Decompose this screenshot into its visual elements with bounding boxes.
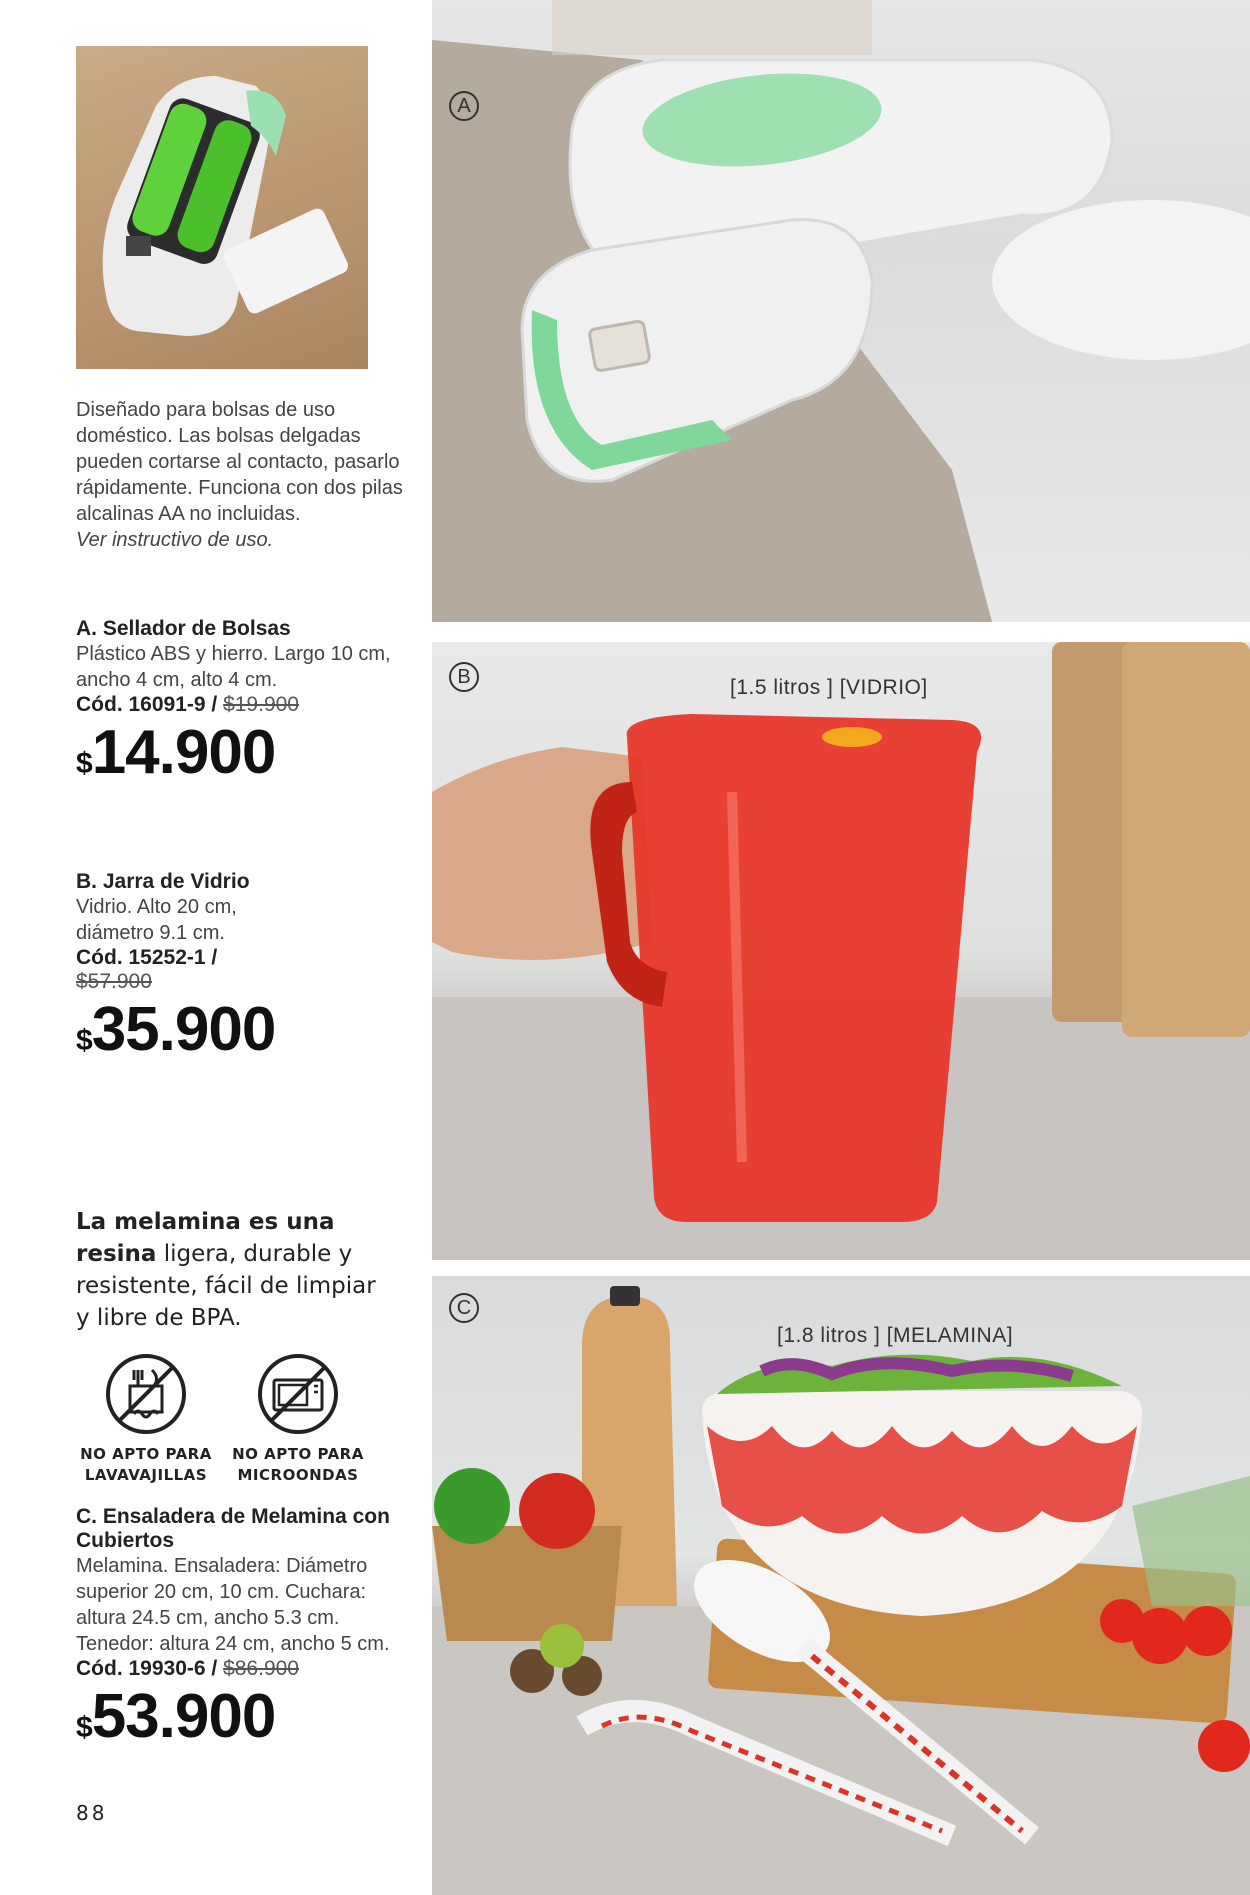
product-b-title: B. Jarra de Vidrio [76,870,250,893]
bag-sealer-illustration [432,0,1250,622]
letter-b-badge: B [449,662,479,692]
product-c-old-price: $86.900 [223,1657,299,1680]
pitcher-photo [432,642,1250,1260]
product-b-code-text: Cód. 15252-1 / [76,946,218,969]
product-a-currency: $ [76,747,92,780]
product-a-price-value: 14.900 [91,718,276,787]
melamina-info [76,1206,376,1334]
salad-bowl-illustration [432,1276,1250,1895]
page-number: 88 [76,1801,108,1825]
no-microwave-badge [228,1352,368,1486]
bag-sealer-photo [432,0,1250,622]
product-a-block [76,617,406,788]
product-a-code-text: Cód. 16091-9 / [76,693,218,716]
product-a-price [76,717,406,788]
product-c-code-text: Cód. 19930-6 / [76,1657,218,1680]
product-c-code [76,1657,406,1681]
no-dishwasher-label: NO APTO PARA LAVAVAJILLAS [80,1445,212,1484]
no-microwave-label: NO APTO PARA MICROONDAS [232,1445,364,1484]
product-c-price-value: 53.900 [91,1682,276,1751]
product-c-price [76,1681,406,1752]
no-dishwasher-icon [104,1352,188,1436]
product-a-title: A. Sellador de Bolsas [76,617,291,640]
product-a-code [76,693,406,717]
product-a-description [76,397,406,553]
product-b-block [76,870,406,1065]
product-a-description-text: Diseñado para bolsas de uso doméstico. Las bolsas delgadas pueden cortarse al contacto, pasarlo rápidamente. Funciona con dos pilas alcalinas AA no incluidas. [76,399,403,525]
product-c-title: C. Ensaladera de Melamina con Cubiertos [76,1505,390,1552]
pitcher-caption: [1.5 litros ] [VIDRIO] [730,676,928,699]
product-b-code [76,946,276,994]
letter-a-badge: A [449,91,479,121]
battery-compartment-photo [76,46,368,369]
product-b-price-value: 35.900 [91,995,276,1064]
product-c-block [76,1505,406,1752]
melamina-bold-1: La melamina es una [76,1209,335,1235]
melamina-rest: ligera, durable y resistente, fácil de limpiar y libre de BPA. [76,1241,376,1331]
letter-c-badge: C [449,1293,479,1323]
product-b-currency: $ [76,1024,92,1057]
pitcher-illustration [432,642,1250,1260]
bowl-caption: [1.8 litros ] [MELAMINA] [777,1324,1014,1347]
product-c-currency: $ [76,1711,92,1744]
melamina-bold-2: resina [76,1241,157,1267]
product-a-instructions: Ver instructivo de uso. [76,529,274,551]
sealer-battery-illustration [76,46,368,369]
salad-bowl-photo [432,1276,1250,1895]
no-microwave-icon [256,1352,340,1436]
product-a-old-price: $19.900 [223,693,299,716]
product-c-specs: Melamina. Ensaladera: Diámetro superior 20 cm, 10 cm. Cuchara: altura 24.5 cm, ancho 5.3 cm. Tenedor: altura 24 cm, ancho 5 cm. [76,1555,390,1655]
product-b-specs: Vidrio. Alto 20 cm, diámetro 9.1 cm. [76,896,237,944]
product-b-old-price: $57.900 [76,970,152,993]
product-a-specs: Plástico ABS y hierro. Largo 10 cm, ancho 4 cm, alto 4 cm. [76,643,391,691]
no-dishwasher-badge [76,1352,216,1486]
product-b-price [76,994,406,1065]
